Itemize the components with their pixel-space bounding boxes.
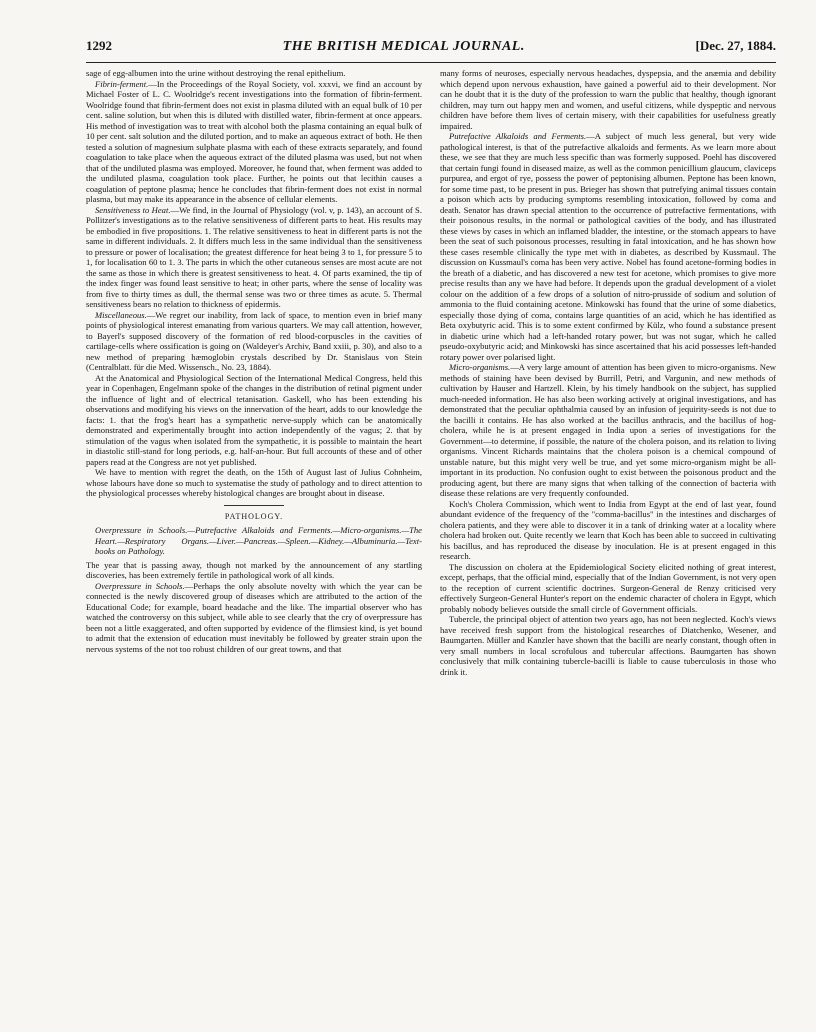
journal-title: THE BRITISH MEDICAL JOURNAL. bbox=[282, 39, 525, 54]
paragraph: The year that is passing away, though not marked by the announcement of any startling discoveries, has been extremely fertile in pathological work of all kinds. bbox=[86, 559, 422, 580]
paragraph-heading: Micro-organisms. bbox=[449, 362, 511, 372]
paragraph: Tubercle, the principal object of attention two years ago, has not been neglected. Koch's views have received fresh support from the histological researches of Diatchenko, Wesener, and Baumgarten. Müller and Kanzler have shown that the bacilli are nearly constant, though often in very small numbers in local scrofulous and tubercular affections. Baumgarten has shown conclusively that milk containing tubercle-bacilli is liable to cause tuberculosis in those who drink it. bbox=[440, 614, 776, 677]
paragraph: At the Anatomical and Physiological Section of the International Medical Congress, held this year in Copenhagen, Engelmann spoke of the changes in the distribution of retinal pigment under the influence of light and of electrical tetanisation. Gaskell, who has been extending his observations and modifying his views on the innervation of the heart, adds to our knowledge the facts: 1. that the frog's heart has a sympathetic nerve-supply which can be anatomically demonstrated and experimentally brought into action independently of the vagus; 2. that by stimulation of the vagus when isolated from the sympathetic, it is possible to maintain the heart in diastolic still-stand for long periods, e.g. half-an-hour. But full accounts of these and of other papers read at the Congress are not yet published. bbox=[86, 372, 422, 467]
paragraph-heading: Miscellaneous. bbox=[95, 309, 147, 320]
section-contents: Overpressure in Schools.—Putrefactive Alkaloids and Ferments.—Micro-organisms.—The Heart.—Respiratory Organs.—Liver.—Pancreas.—Spleen.—Kidney.—Albuminuria.—Text-books on Pathology. bbox=[95, 525, 422, 556]
paragraph bbox=[440, 362, 776, 499]
paragraph-body: —We regret our inability, from lack of space, to mention even in brief many points of physiological interest emanating from various quarters. We may call attention, however, to Bayerl's supposed discovery of the formation of red blood-corpuscles in the cavities of cartilage-cells where ossification is going on (Waldeyer's Archiv, Band xxiii, p. 30), and also to a new method of preparing hæmoglobin crystals described by Dr. Stanislaus von Stein (Centralblatt. für die Med. Wissensch., No. 23, 1884). bbox=[86, 309, 422, 372]
paragraph-heading: Overpressure in Schools. bbox=[95, 580, 185, 591]
paragraph-body: —Perhaps the only absolute novelty with which the year can be connected is the newly discovered group of diseases which are attributed to the action of the Educational Code; for example, board headache and the like. The impartial observer who has watched the controversy on this subject, while able to see clearly that the cry of overpressure has been not a little exaggerated, and often supported by evidence of the flimsiest kind, is yet bound to admit that the extension of education must inevitably be followed by greater strain upon the nervous systems of the not too robust children of our great towns, and that bbox=[86, 580, 422, 654]
page-header bbox=[86, 38, 776, 60]
paragraph bbox=[86, 205, 422, 310]
paragraph-heading: Sensitiveness to Heat. bbox=[95, 204, 171, 215]
paragraph-body: —We find, in the Journal of Physiology (vol. v, p. 143), an account of S. Pollitzer's investigations as to the relative sensitiveness of different parts to heat. His results may be embodied in five propositions. 1. The relative sensitiveness to heat in different parts is not the same in different individuals. 2. It differs much less in the same individual than the sensitiveness to pressure or power of localisation; the greatest difference for heat being 3 to 1, for pressure 5 to 1, for localisation 60 to 1. 3. The parts in which the other cutaneous senses are most acute are not the same as those in which there is greatest sensitiveness to heat. 4. Of parts examined, the tip of the index finger was found least sensitive to heat; in other parts, where the sense of locality was from five to thirty times as dull, the thermal sense was two or three times as acute. 5. Thermal sensitiveness bears no relation to thickness of epidermis. bbox=[86, 204, 422, 309]
right-column bbox=[440, 68, 776, 1018]
paragraph: We have to mention with regret the death, on the 15th of August last of Julius Cohnheim, whose labours have done so much to systematise the study of pathology and to direct attention to the physiological processes whereby histological changes are brought about in disease. bbox=[86, 467, 422, 498]
paragraph-body: —A subject of much less general, but very wide pathological interest, is that of the putrefactive alkaloids and ferments. As we learn more about these, we see that they are much less specific than was formerly supposed. Poehl has discovered that certain fungi found in diseased maize, as well as the common penicillium glaucum, claviceps purpurea, and ergot of rye, possess the power of peptonising albumen. Peptone has been known, for some time past, to be present in pus. Brieger has shown that putrefying animal tissues contain a poison which acts by producing symptoms resembling intoxication, followed by coma and death. Senator has drawn special attention to the occurrence of putrefactive fermentations, with their poisonous results, in the normal or pathological cavities of the body, and has illustrated these views by cases in which an inflamed bladder, the intestine, or the stomach appears to have been the seat of such poisonous processes, resulting in fatal intoxication, and he has shown how these cases resemble clinically the type met with in diabetes, as described by Kussmaul. The discussion on Kussmaul's coma has been very active. Nobel has found acetone-forming bodies in the breath of a diabetic, and has discovered a new test for acetone, which promises to give more precise results than any we have had before. It depends upon the gradual development of a violet colour on the addition of a few drops of a solution of nitro-prusside of sodium and solution of ammonia to the fluid containing acetone. Minkowski has found that the urine of some diabetics, especially those dying of coma, contains large quantities of an acid, which he has identified as Beta oxybutyric acid. This is to some extent confirmed by Külz, who found a substance present in diabetic urine which had a left-handed rotary power, but was not sugar, which he called pseudo-oxybutyric acid; and Minkowski has since ascertained that his acid possesses left-handed rotary power over polarised light. bbox=[440, 131, 776, 362]
paragraph: sage of egg-albumen into the urine without destroying the renal epithelium. bbox=[86, 68, 346, 78]
paragraph bbox=[86, 79, 422, 205]
paragraph-body: —A very large amount of attention has been given to micro-organisms. New methods of staining have been devised by Burrill, Petri, and Vargunin, and new methods of cultivation by Hauser and Hartzell. Klein, by his timely handbook on the subject, has supplied much-needed information. He has also been working actively at original investigations, and has demonstrated that the peculiar ophthalmia caused by an infusion of jequirity-seeds is not due to the bacilli it contains. He has also worked at the bacillus anthracis, and the bacillus of hog-cholera, while he is at present engaged in India upon a series of investigations for the Government—to determine, if possible, the nature of the cholera poison, and its relation to living organisms. Vincent Richards maintains that the cholera poison is a chemical compound of unstable nature, but this might very well be true, and yet some micro-organism might be all-important in its production. No confusion ought to exist between the poisonous product and the producing agent, but there are many signs that when talking of the connection of bacteria with disease these relations are very frequently confounded. bbox=[440, 362, 776, 498]
paragraph bbox=[86, 581, 422, 655]
paragraph: many forms of neuroses, especially nervous headaches, dyspepsia, and the anæmia and debility which depend upon nervous exhaustion, have gained a powerful aid to their development. Nor can he doubt that it is the duty of the profession to warn the public that healthy, though ignorant children, may turn out happy men and women, and useful citizens, while dyspeptic and nervous children have before them lives of certain misery, with their capabilities for usefulness greatly impaired. bbox=[440, 68, 776, 131]
paragraph: Koch's Cholera Commission, which went to India from Egypt at the end of last year, found abundant evidence of the frequency of the "comma-bacillus" in the intestines and discharges of cholera patients, and they were able to discover it in a tank of drinking water at a locality where cholera had broken out. Quite recently we learn that Koch has been able to succeed in cultivating his bacillus, and has reproduced the disease by inoculation. He is at present engaged in this research. bbox=[440, 498, 776, 561]
section-title: PATHOLOGY. bbox=[224, 511, 284, 521]
left-column bbox=[86, 68, 422, 1018]
paragraph bbox=[440, 131, 776, 362]
paragraph bbox=[86, 310, 422, 373]
paragraph-heading: Fibrin-ferment. bbox=[95, 78, 149, 89]
paragraph-heading: Putrefactive Alkaloids and Ferments. bbox=[449, 131, 587, 141]
page-number: 1292 bbox=[86, 38, 112, 53]
paragraph: The discussion on cholera at the Epidemiological Society elicited nothing of great interest, except, perhaps, that the official mind, especially that of the Indian Government, is not very open to the reception of current scientific doctrines. Surgeon-General de Renzy criticised very effectively Surgeon-General Hunter's report on the endemic character of cholera in Egypt, which probably nobody believes outside the small circle of Government officials. bbox=[440, 561, 776, 614]
paragraph-body: —In the Proceedings of the Royal Society, vol. xxxvi, we find an account by Michael Foster of L. C. Woolridge's recent investigations into the formation of fibrin-ferment. Woolridge found that fibrin-ferment does not exist in plasma diluted with an equal bulk of 10 per cent. saline solution, but when this is diluted with distilled water, fibrin-ferment at once appears. His method of investigation was to treat with alcohol both the plasma containing an equal bulk of 10 per cent. salt solution and the diluted portion, and to make an aqueous extract of both. He then tested a solution of magnesium sulphate plasma with each of these extracts separately, and found coagulation to take place when the aqueous extract of the diluted plasma was used, but not when that of the undiluted plasma was employed. Moreover, he found that, when ferment was added to the undiluted plasma, coagulation took place. Further, he points out that lecithin causes a coagulation of peptone plasma; hence he concludes that fibrin-ferment does not exist in normal plasma, but may make its appearance in the absence of cellular elements. bbox=[86, 78, 422, 204]
header-rule bbox=[86, 62, 776, 63]
issue-date: [Dec. 27, 1884. bbox=[695, 38, 776, 53]
section-divider bbox=[224, 505, 284, 506]
